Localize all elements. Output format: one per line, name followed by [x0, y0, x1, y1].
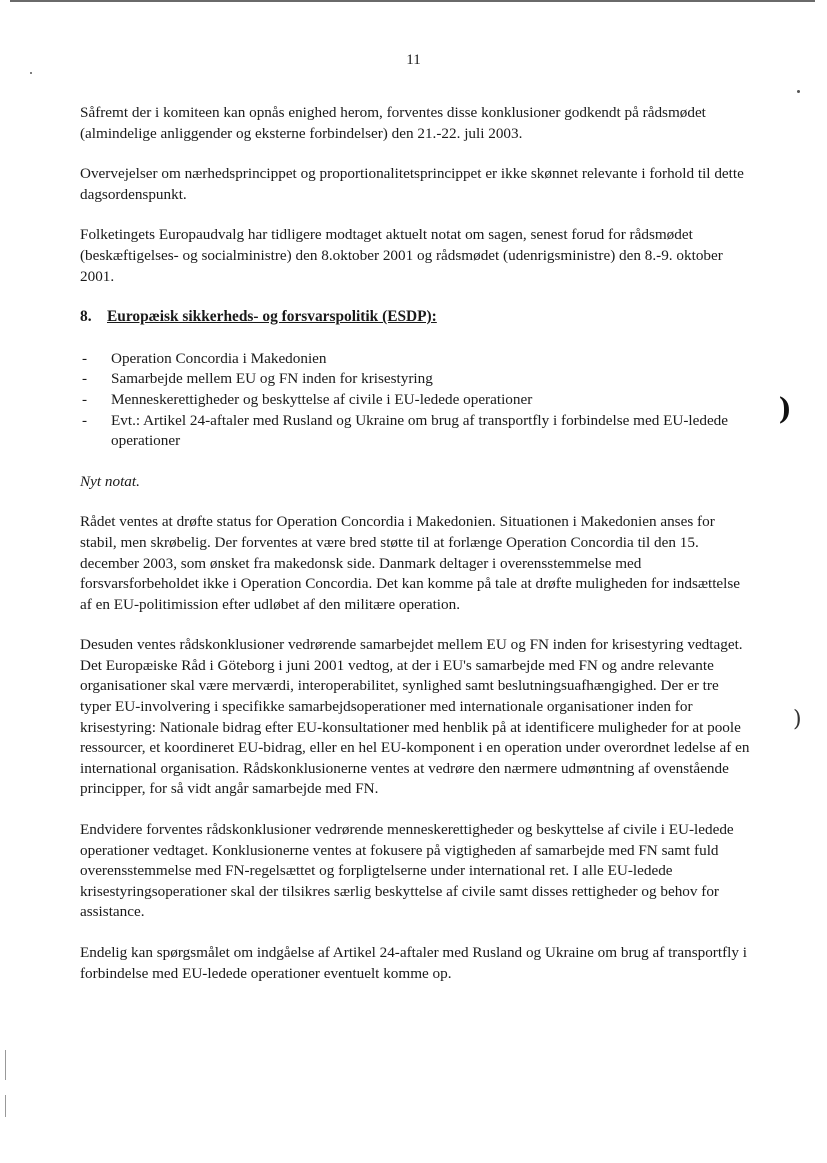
- section-number: 8.: [80, 308, 92, 326]
- agenda-bullet-list: [80, 349, 752, 452]
- scan-edge-line: [5, 1095, 6, 1117]
- paragraph-concordia: Rådet ventes at drøfte status for Operation Concordia i Makedonien. Situationen i Makedonien anses for stabil, men skrøbelig. Der forventes at være bred støtte til at forlænge Operation Concordia til den 15. december 2003, som ønsket fra makedonsk side. Danmark deltager i overensstemmelse med forsvarsforbeholdet ikke i Operation Concordia. Det kan komme på tale at drøfte muligheden for indsættelse af en EU-politimission efter udløbet af den militære operation.: [80, 513, 741, 613]
- scan-speck: [30, 72, 32, 74]
- list-item: - Menneskerettigheder og beskyttelse af civile i EU-ledede operationer: [80, 390, 752, 411]
- paragraph-approval: Såfremt der i komiteen kan opnås enighed herom, forventes disse konklusioner godkendt på rådsmødet (almindelige anliggender og eksterne forbindelser) den 21.-22. juli 2003.: [80, 104, 706, 142]
- document-body: [80, 103, 752, 1004]
- bullet-dash: -: [82, 349, 88, 367]
- list-item: - Evt.: Artikel 24-aftaler med Rusland og Ukraine om brug af transportfly i forbindelse med EU-ledede operationer: [82, 411, 729, 450]
- margin-bracket-mark: ): [778, 392, 792, 427]
- section-title: Europæisk sikkerheds- og forsvarspolitik (ESDP):: [107, 308, 437, 326]
- scan-speck: [797, 90, 800, 93]
- page-number: 11: [406, 52, 421, 68]
- paragraph-eu-un-cooperation: Desuden ventes rådskonklusioner vedrørende samarbejdet mellem EU og FN inden for krisestyring vedtaget. Det Europæiske Råd i Göteborg i juni 2001 vedtog, at der i EU's samarbejde med FN og andre relevante organisationer skal være merværdi, interoperabilitet, synlighed samt beslutningsuafhængighed. Der er tre typer EU-involvering i specifikke samarbejdsoperationer med internationale organisationer inden for krisestyring: Nationale bidrag efter EU-konsultationer med henblik på at identificere muligheder for at poole ressourcer, et koordineret EU-bidrag, eller en hel EU-komponent i en operation under overordnet ledelse af en international organisation. Rådskonklusionerne ventes at vedrøre den nærmere udmøntning af ovenstående principper, for så vidt angår samarbejde med FN.: [80, 636, 750, 798]
- note-label: Nyt notat.: [80, 472, 140, 490]
- bullet-dash: -: [82, 370, 88, 388]
- paragraph-europaudvalg: Folketingets Europaudvalg har tidligere modtaget aktuelt notat om sagen, senest forud for rådsmødet (beskæftigelses- og socialministre) den 8.oktober 2001 og rådsmødet (udenrigsministre) den 8.-9. oktober 2001.: [80, 226, 723, 285]
- section-heading: [80, 307, 752, 328]
- scan-edge-line: [5, 1050, 6, 1080]
- paragraph-subsidiarity: Overvejelser om nærhedsprincippet og proportionalitetsprincippet er ikke skønnet relevante i forhold til dette dagsordenspunkt.: [80, 165, 744, 203]
- paragraph-human-rights: Endvidere forventes rådskonklusioner vedrørende menneskerettigheder og beskyttelse af civile i EU-ledede operationer vedtaget. Konklusionerne ventes at fokusere på vigtigheden af samarbejde med FN samt fuld overensstemmelse med FN-regelsættet og forpligtelserne under international ret. I alle EU-ledede krisestyringsoperationer skal der tilsikres særlig beskyttelse af civile samt disses rettigheder og behov for assistance.: [80, 821, 734, 921]
- list-item: - Operation Concordia i Makedonien: [80, 349, 752, 370]
- bullet-dash: -: [82, 390, 88, 408]
- bullet-dash: -: [82, 411, 88, 429]
- paragraph-article-24: Endelig kan spørgsmålet om indgåelse af Artikel 24-aftaler med Rusland og Ukraine om brug af transportfly i forbindelse med EU-ledede operationer eventuelt komme op.: [80, 944, 747, 982]
- margin-bracket-mark: ): [793, 707, 802, 732]
- scan-top-edge: [10, 0, 815, 2]
- list-item: - Samarbejde mellem EU og FN inden for krisestyring: [80, 369, 752, 390]
